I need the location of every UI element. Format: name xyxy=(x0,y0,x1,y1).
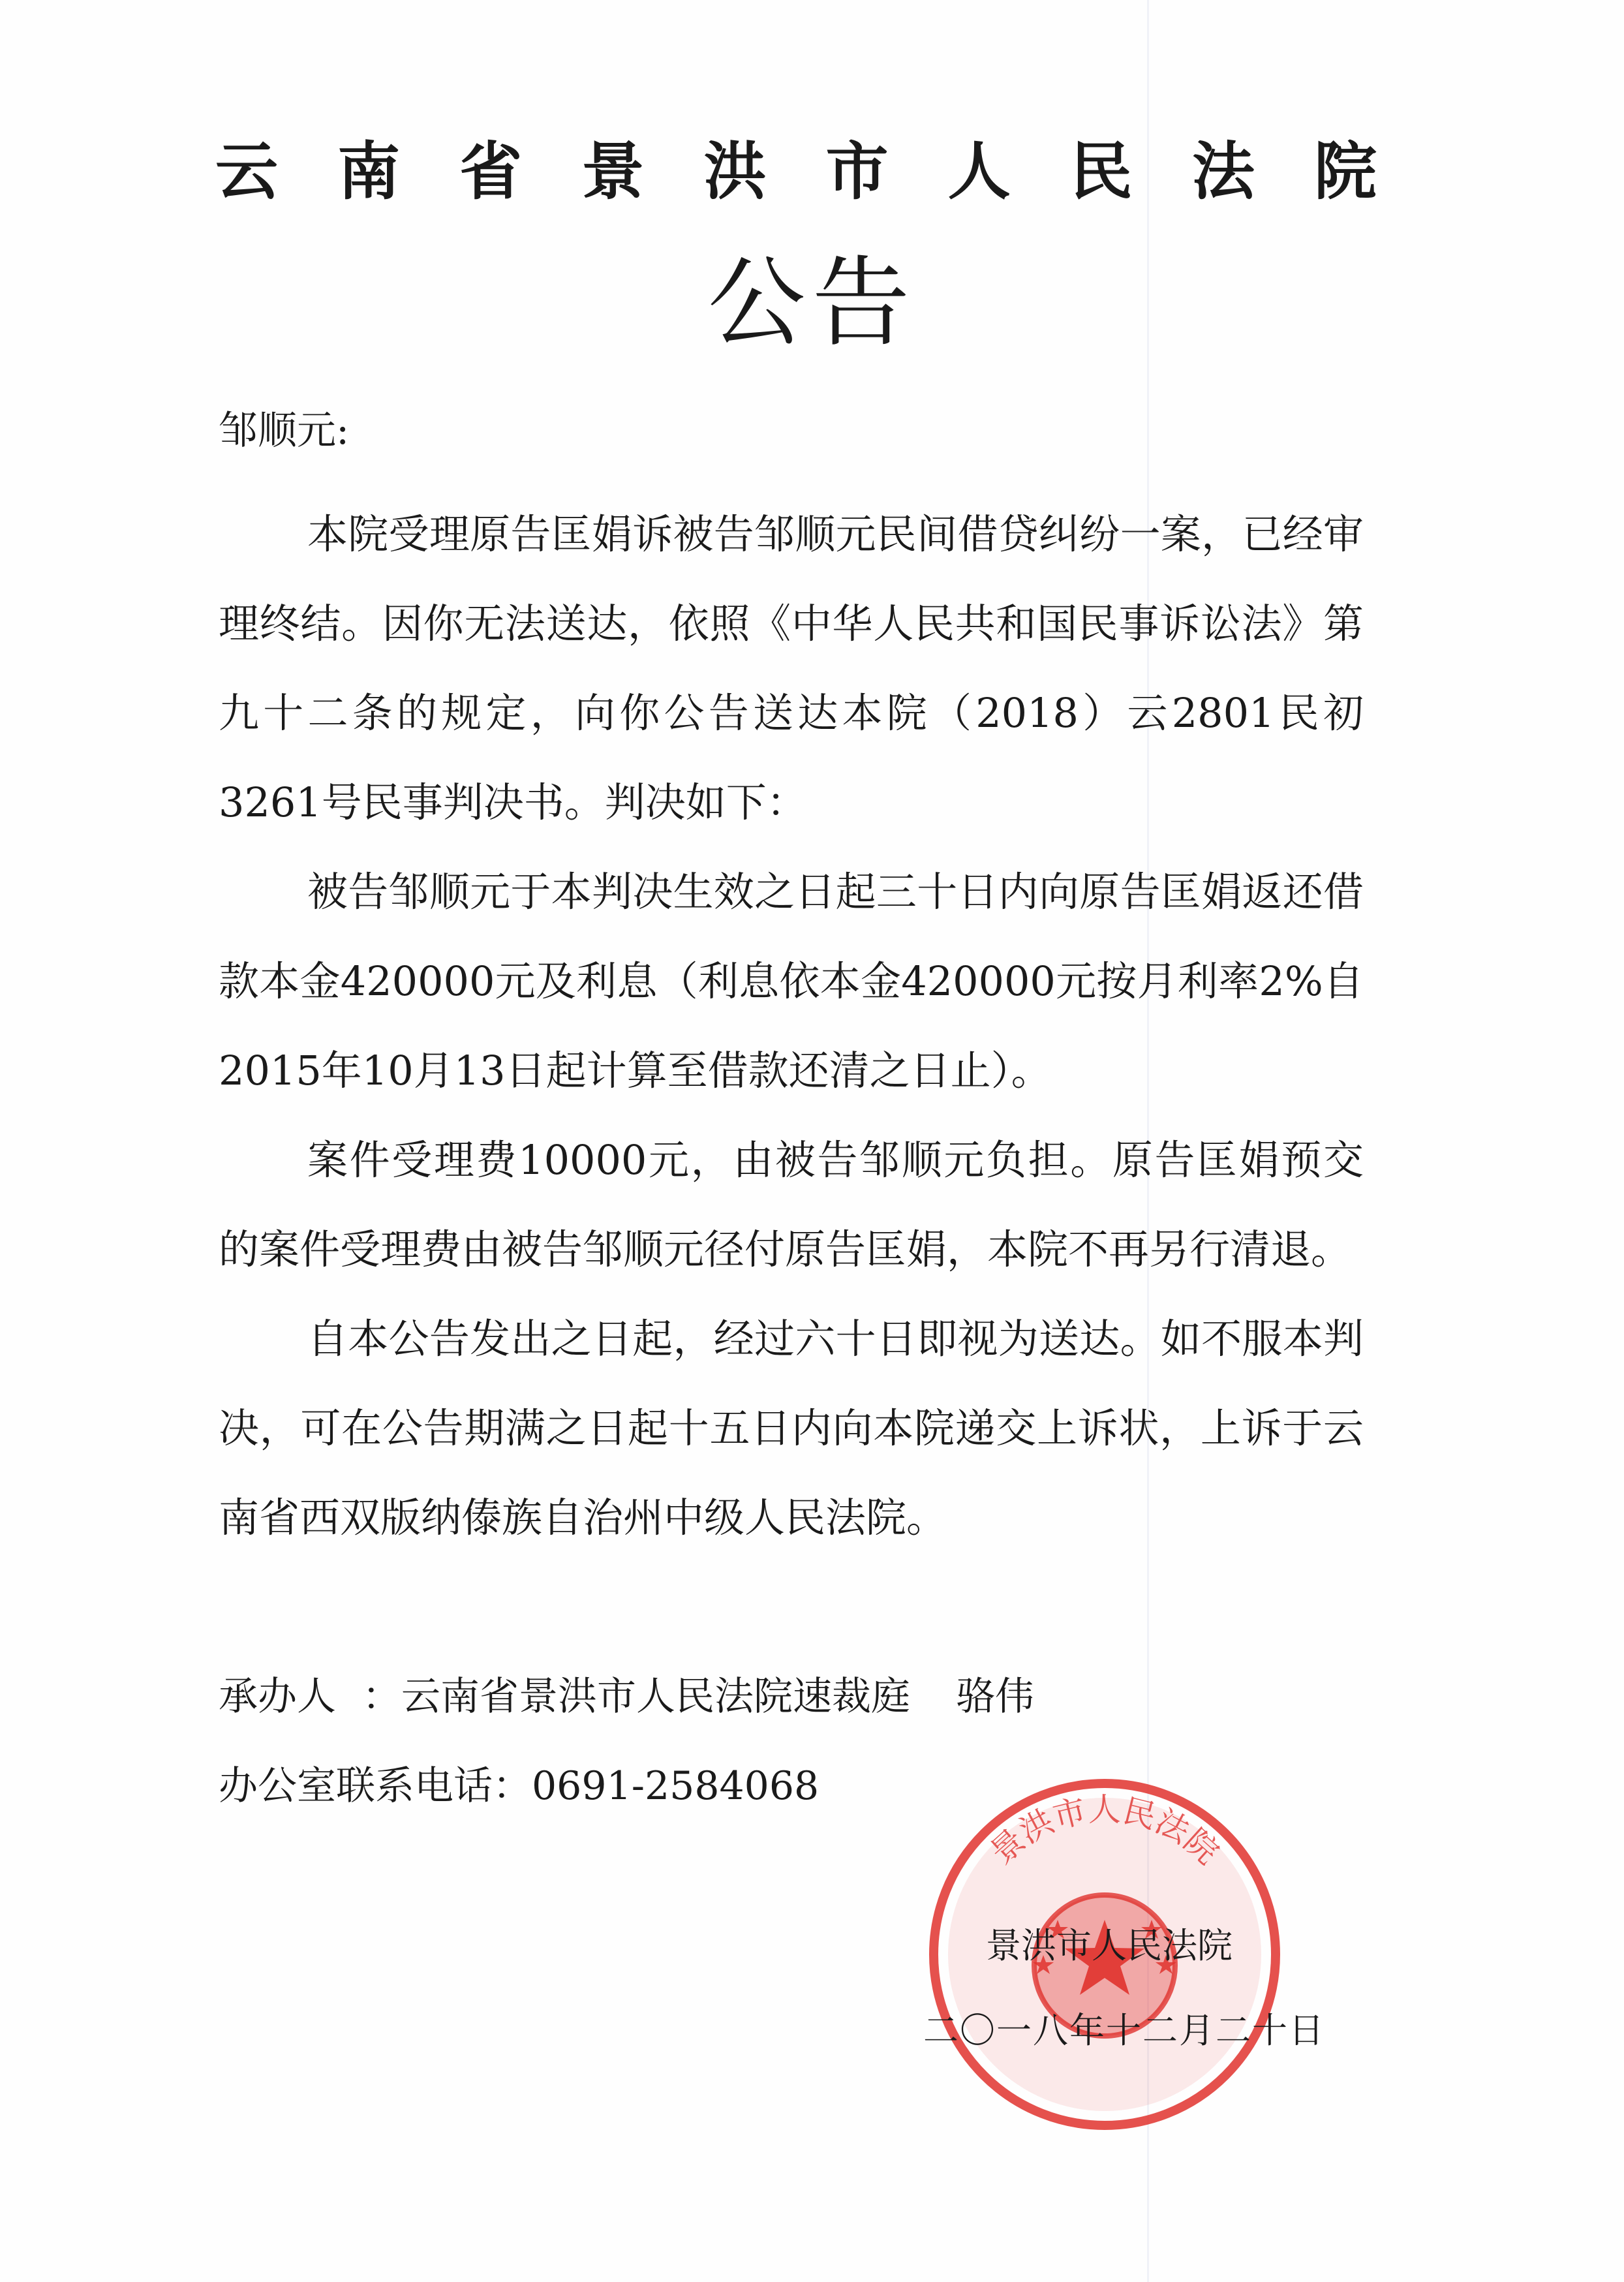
notice-title: 公告 xyxy=(707,247,917,360)
heading-char: 市 xyxy=(825,134,889,208)
handler-colon: ： xyxy=(362,1674,401,1719)
heading-char: 人 xyxy=(947,134,1011,208)
heading-char: 南 xyxy=(337,134,401,208)
seal-text: 景洪市人民法院 xyxy=(983,1790,1227,1872)
heading-char: 景 xyxy=(581,134,645,208)
heading-char: 院 xyxy=(1313,134,1377,208)
handler-unit: 云南省景洪市人民法院速裁庭 xyxy=(401,1674,910,1719)
handler-name: 骆伟 xyxy=(956,1674,1034,1719)
phone-label: 办公室联系电话： xyxy=(219,1763,532,1809)
phone-number: 0691-2584068 xyxy=(532,1763,820,1809)
signature-court: 景洪市人民法院 xyxy=(986,1925,1233,1966)
paragraph-case-intro: 本院受理原告匡娟诉被告邹顺元民间借贷纠纷一案，已经审理终结。因你无法送达，依照《中华人民共和国民事诉讼法》第九十二条的规定，向你公告送达本院（2018）云2801民初3261号民事判决书。判决如下： xyxy=(219,510,1364,826)
heading-char: 洪 xyxy=(703,134,767,208)
heading-char: 法 xyxy=(1191,134,1255,208)
court-name-heading xyxy=(215,134,1377,208)
handler-line xyxy=(219,1674,1034,1766)
contact-block xyxy=(219,1674,1034,1856)
phone-line xyxy=(219,1763,1034,1856)
paragraph-appeal: 自本公告发出之日起，经过六十日即视为送达。如不服本判决，可在公告期满之日起十五日内向本院递交上诉状，上诉于云南省西双版纳傣族自治州中级人民法院。 xyxy=(219,1315,1364,1541)
handler-label: 承办人 xyxy=(219,1674,336,1719)
paragraph-fees: 案件受理费10000元，由被告邹顺元负担。原告匡娟预交的案件受理费由被告邹顺元径付原告匡娟，本院不再另行清退。 xyxy=(219,1136,1364,1273)
heading-char: 省 xyxy=(459,134,523,208)
addressee: 邹顺元: xyxy=(219,408,350,454)
notice-body xyxy=(219,489,1364,1562)
heading-char: 民 xyxy=(1069,134,1133,208)
paragraph-judgment: 被告邹顺元于本判决生效之日起三十日内向原告匡娟返还借款本金420000元及利息（利息依本金420000元按月利率2%自2015年10月13日起计算至借款还清之日止）。 xyxy=(219,868,1364,1094)
signature-date: 二〇一八年十二月二十日 xyxy=(923,2010,1325,2051)
heading-char: 云 xyxy=(215,134,278,208)
